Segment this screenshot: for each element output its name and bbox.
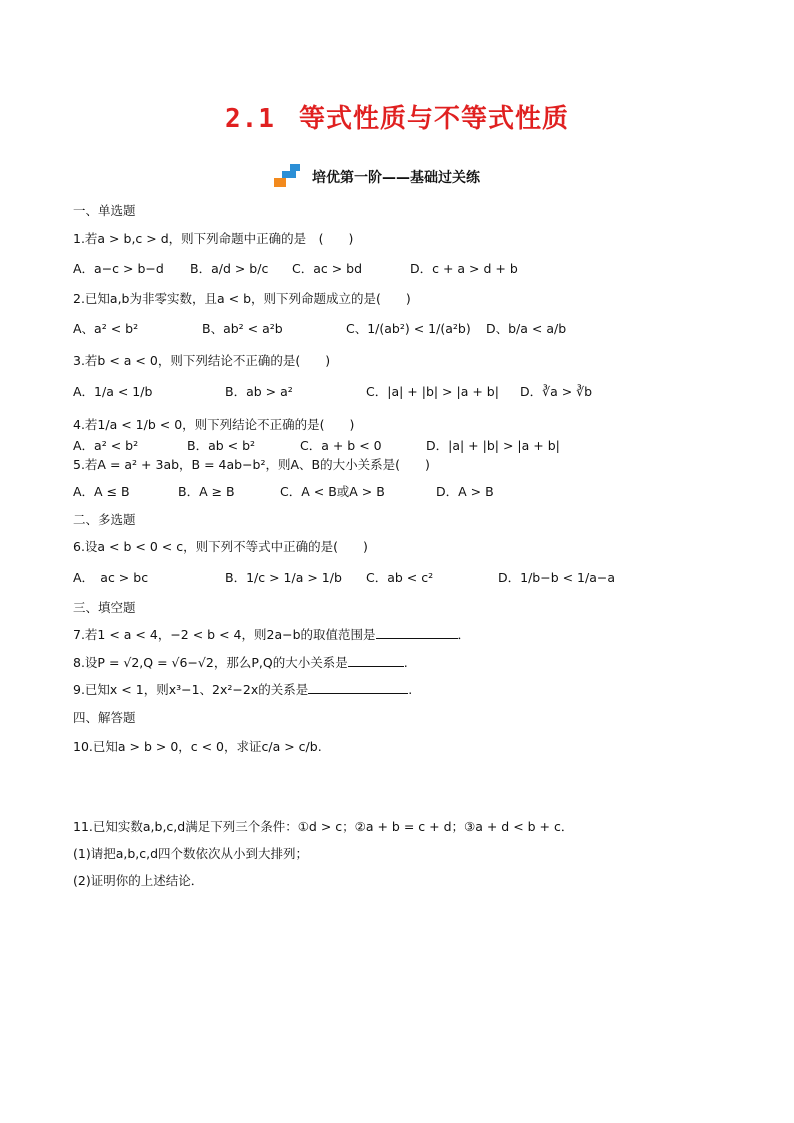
q11-stem: 11.已知实数a,b,c,d满足下列三个条件：①d > c；②a + b = c + d；③a + d < b + c． xyxy=(73,819,574,834)
q1-stem: 1.若a > b,c > d，则下列命题中正确的是 ( ) xyxy=(73,231,354,246)
steps-logo-icon xyxy=(274,164,308,190)
q3-option-c: C．|a| + |b| > |a + b| xyxy=(366,384,499,399)
q10-stem: 10.已知a > b > 0，c < 0，求证c/a > c/b. xyxy=(73,739,322,754)
q4-option-a: A．a² < b² xyxy=(73,438,139,453)
q2-option-a: A、a² < b² xyxy=(73,321,139,336)
q9-tail: . xyxy=(408,682,413,697)
section-heading-multi: 二、多选题 xyxy=(73,512,136,527)
q9-answer-blank[interactable] xyxy=(308,681,408,694)
q7-tail: ． xyxy=(457,627,471,642)
q6-option-a: A． ac > bc xyxy=(73,570,149,585)
q7-answer-blank[interactable] xyxy=(376,626,458,639)
subtitle xyxy=(274,166,480,188)
q1-option-d: D．c + a > d + b xyxy=(410,261,518,276)
q8-tail: . xyxy=(403,655,408,670)
q3-option-b: B．ab > a² xyxy=(225,384,293,399)
q2-option-d: D、b/a < a/b xyxy=(486,321,567,336)
q11-part1: (1)请把a,b,c,d四个数依次从小到大排列； xyxy=(73,846,309,861)
q6-option-b: B．1/c > 1/a > 1/b xyxy=(225,570,342,585)
q5-option-a: A．A ≤ B xyxy=(73,484,130,499)
q3-stem: 3.若b < a < 0，则下列结论不正确的是( ) xyxy=(73,353,331,368)
q9 xyxy=(73,681,412,699)
q5-stem: 5.若A = a² + 3ab，B = 4ab−b²，则A、B的大小关系是( ) xyxy=(73,457,430,472)
q3-option-a: A．1/a < 1/b xyxy=(73,384,153,399)
q7-stem: 7.若1 < a < 4，−2 < b < 4，则2a−b的取值范围是 xyxy=(73,627,376,642)
q8-stem: 8.设P = √2,Q = √6−√2，那么P,Q的大小关系是 xyxy=(73,655,348,670)
q4-option-c: C．a + b < 0 xyxy=(300,438,382,453)
q1-option-a: A．a−c > b−d xyxy=(73,261,164,276)
section-heading-single: 一、单选题 xyxy=(73,203,136,218)
q4-stem: 4.若1/a < 1/b < 0，则下列结论不正确的是( ) xyxy=(73,417,355,432)
subtitle-text: 培优第一阶——基础过关练 xyxy=(312,170,480,186)
q4-option-b: B．ab < b² xyxy=(187,438,256,453)
q4-option-d: D．|a| + |b| > |a + b| xyxy=(426,438,560,453)
q5-option-c: C．A < B或A > B xyxy=(280,484,385,499)
section-number: 2.1 xyxy=(225,104,275,134)
q1-option-c: C．ac > bd xyxy=(292,261,363,276)
q2-option-b: B、ab² < a²b xyxy=(202,321,283,336)
q6-stem: 6.设a < b < 0 < c，则下列不等式中正确的是( ) xyxy=(73,539,368,554)
q5-option-d: D．A > B xyxy=(436,484,494,499)
q2-stem: 2.已知a,b为非零实数，且a < b，则下列命题成立的是( ) xyxy=(73,291,411,306)
q8 xyxy=(73,654,408,672)
section-heading-fill: 三、填空题 xyxy=(73,600,136,615)
title-text: 等式性质与不等式性质 xyxy=(298,104,569,134)
page-title xyxy=(0,98,794,135)
q9-stem: 9.已知x < 1，则x³−1、2x²−2x的关系是 xyxy=(73,682,309,697)
q5-option-b: B．A ≥ B xyxy=(178,484,235,499)
q7 xyxy=(73,626,470,644)
q6-option-d: D．1/b−b < 1/a−a xyxy=(498,570,616,585)
q8-answer-blank[interactable] xyxy=(348,654,404,667)
q6-option-c: C．ab < c² xyxy=(366,570,434,585)
section-heading-solve: 四、解答题 xyxy=(73,710,136,725)
q1-option-b: B．a/d > b/c xyxy=(190,261,269,276)
q2-option-c: C、1/(ab²) < 1/(a²b) xyxy=(346,321,471,336)
q11-part2: (2)证明你的上述结论． xyxy=(73,873,204,888)
q3-option-d: D．∛a > ∛b xyxy=(520,384,593,399)
